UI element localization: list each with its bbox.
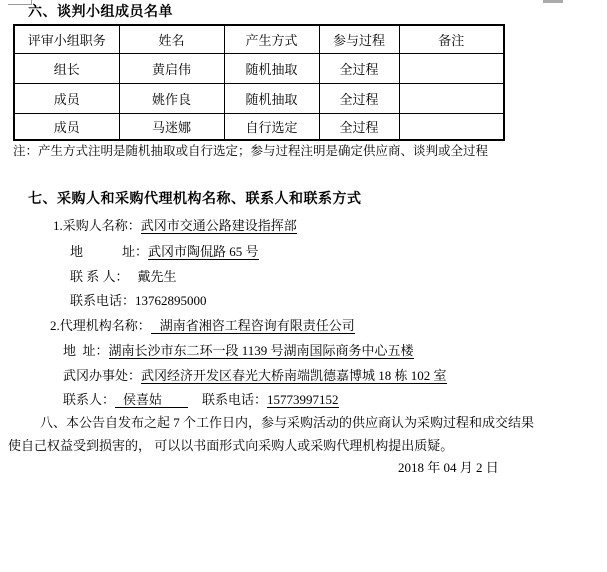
header-cell-process: 参与过程: [319, 25, 399, 54]
cell-role: 成员: [14, 84, 119, 114]
agency-contact-value: 侯喜姑: [115, 392, 188, 408]
agency-office-line: [63, 367, 447, 384]
purchaser-phone-label: 联系电话：: [70, 293, 136, 308]
agency-office-label: 武冈办事处：: [63, 368, 142, 383]
agency-address-value: 湖南长沙市东二环一段 1139 号湖南国际商务中心五楼: [108, 343, 414, 358]
purchaser-address-value: 武冈市陶侃路 65 号: [148, 244, 259, 259]
cropped-window-fragment-right: [543, 0, 563, 3]
table-row: [14, 84, 504, 114]
cell-role: 成员: [14, 114, 119, 141]
purchaser-contact-label: 联 系 人：: [70, 269, 129, 284]
cell-process: 全过程: [319, 114, 399, 141]
agency-office-value: 武冈经济开发区春光大桥南端凯德嘉博城 18 栋 102 室: [141, 368, 447, 383]
agency-phone-value: 15773997152: [267, 392, 339, 407]
agency-contact-label: 联系人：: [63, 392, 116, 407]
header-cell-method: 产生方式: [224, 25, 319, 54]
purchaser-contact-line: [70, 268, 177, 285]
agency-address-line: [63, 342, 414, 359]
notice-paragraph-line2: 使自己权益受到损害的， 可以以书面形式向采购人或采购代理机构提出质疑。: [8, 438, 454, 453]
cell-method: 自行选定: [224, 114, 319, 141]
publish-date: 2018 年 04 月 2 日: [398, 460, 499, 475]
purchaser-phone-line: [70, 292, 207, 309]
header-cell-role: 评审小组职务: [14, 25, 119, 54]
cell-process: 全过程: [319, 54, 399, 84]
section7-heading: 七、采购人和采购代理机构名称、联系人和联系方式: [28, 192, 362, 207]
agency-name-value: 湖南省湘咨工程咨询有限责任公司: [151, 318, 355, 334]
cell-remark: [399, 84, 504, 114]
purchaser-address-label: 地 址：: [70, 244, 149, 259]
header-cell-remark: 备注: [399, 25, 504, 54]
cell-method: 随机抽取: [224, 54, 319, 84]
agency-name-label: 2.代理机构名称：: [50, 318, 151, 333]
agency-name-line: [50, 317, 355, 334]
cell-remark: [399, 114, 504, 141]
agency-phone-label: 联系电话：: [202, 392, 268, 407]
cell-role: 组长: [14, 54, 119, 84]
purchaser-address-line: [70, 243, 259, 260]
agency-address-label: 地 址：: [63, 343, 109, 358]
purchaser-name-value: 武冈市交通公路建设指挥部: [140, 218, 297, 233]
cell-name: 姚作良: [119, 84, 224, 114]
purchaser-phone-value: 13762895000: [135, 293, 207, 308]
purchaser-name-label: 1.采购人名称：: [53, 218, 141, 233]
table-row: [14, 114, 504, 141]
notice-paragraph-line1: 八、本公告自发布之起 7 个工作日内，参与采购活动的供应商认为采购过程和成交结果: [40, 415, 535, 430]
table-header-row: [14, 25, 504, 54]
cell-process: 全过程: [319, 84, 399, 114]
cell-method: 随机抽取: [224, 84, 319, 114]
purchaser-contact-value: 戴先生: [137, 269, 177, 284]
cell-name: 黄启伟: [119, 54, 224, 84]
header-cell-name: 姓名: [119, 25, 224, 54]
cell-remark: [399, 54, 504, 84]
table-row: [14, 54, 504, 84]
section6-heading: 六、谈判小组成员名单: [28, 5, 173, 20]
cell-name: 马迷娜: [119, 114, 224, 141]
purchaser-name-line: [53, 217, 297, 234]
agency-contact-line: [63, 391, 339, 408]
table-note: 注：产生方式注明是随机抽取或自行选定；参与过程注明是确定供应商、谈判或全过程: [13, 144, 489, 158]
evaluation-team-table: [13, 24, 505, 141]
